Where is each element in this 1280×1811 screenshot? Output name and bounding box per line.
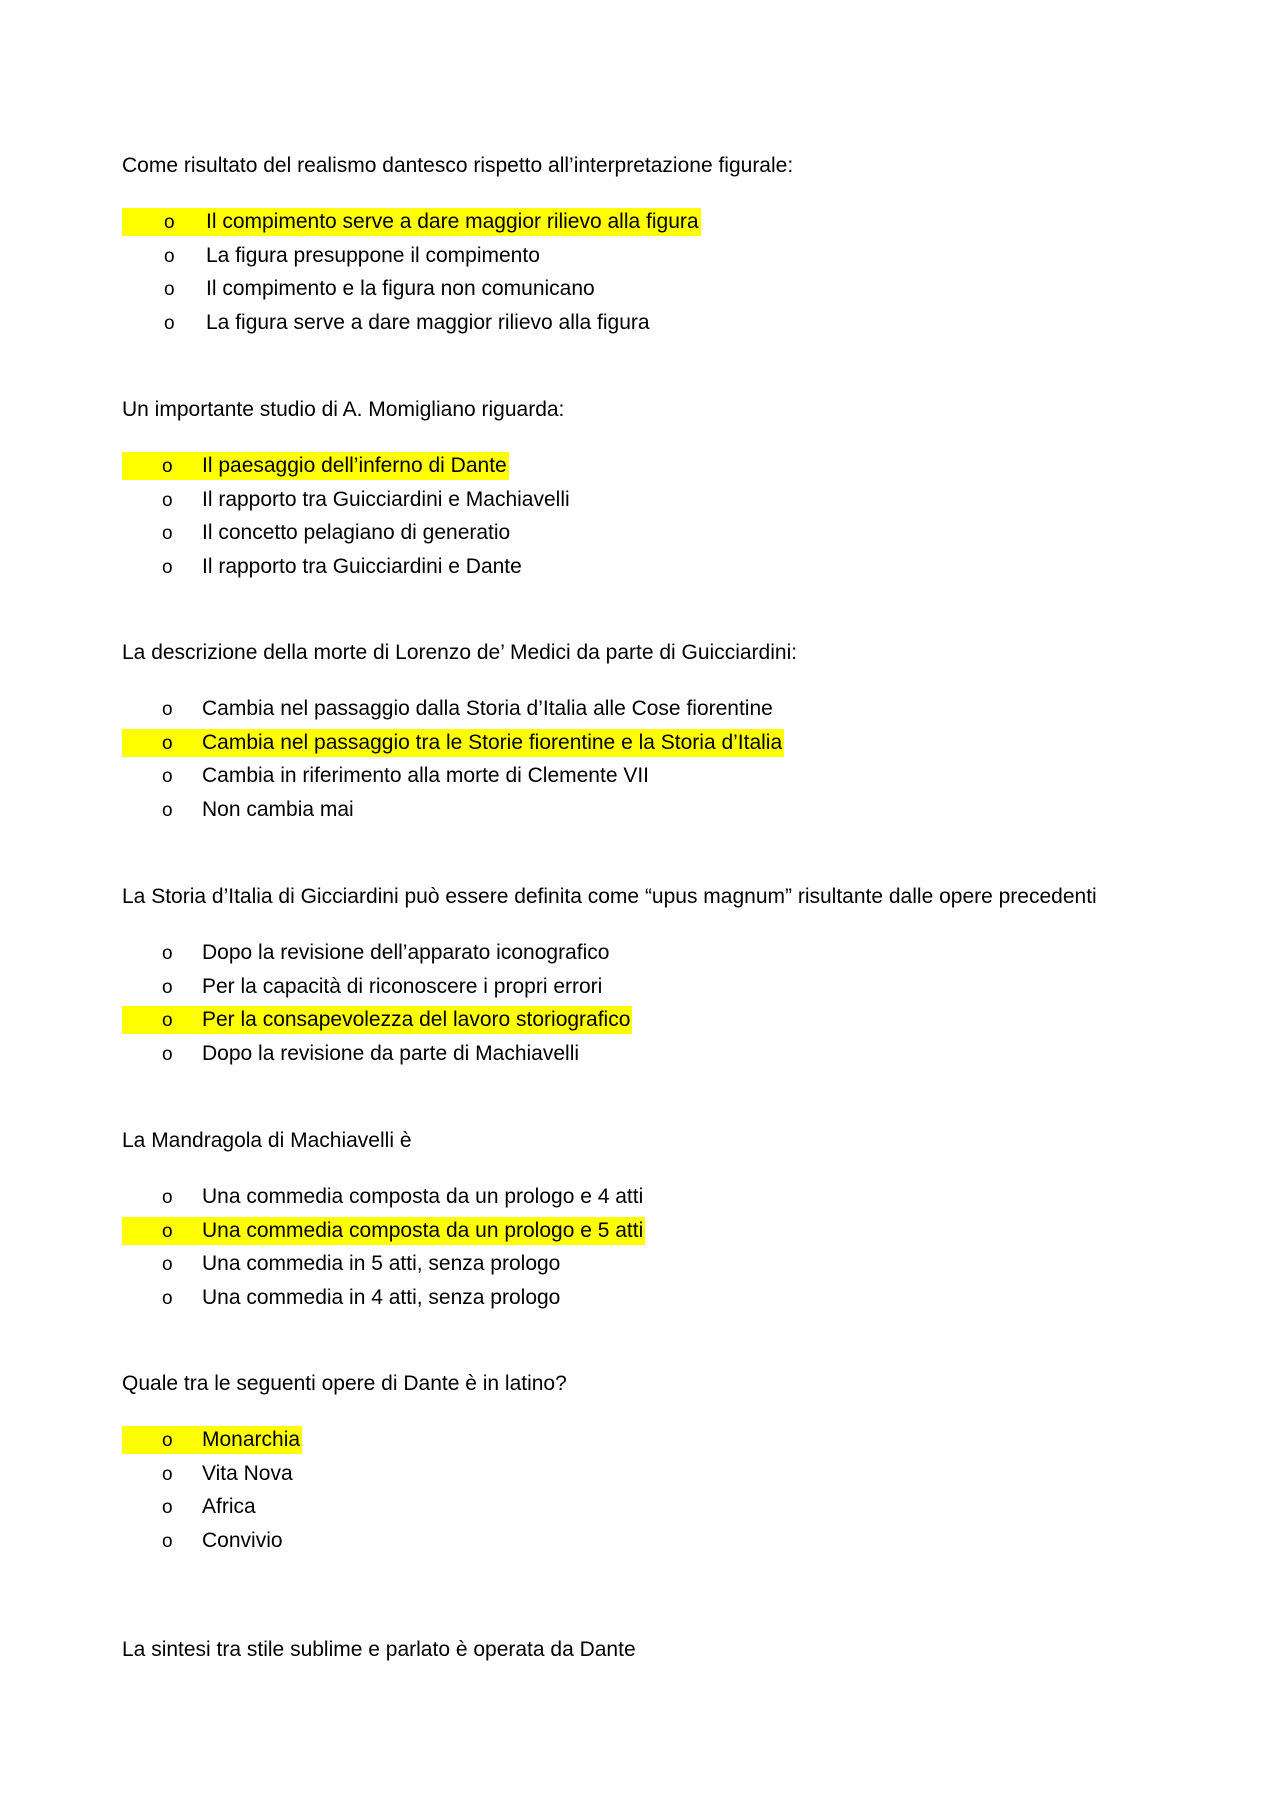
highlight	[122, 452, 509, 480]
question-6	[122, 1369, 1222, 1557]
option	[122, 306, 1222, 340]
option-list	[122, 692, 1222, 826]
option-correct	[122, 1423, 1222, 1457]
option-label: Il concetto pelagiano di generatio	[202, 521, 511, 544]
bullet-icon: o	[162, 456, 173, 477]
option	[122, 759, 1222, 793]
option-correct	[122, 1214, 1222, 1248]
question-text: Come risultato del realismo dantesco rispetto all’interpretazione figurale:	[122, 154, 794, 177]
option-label: Il paesaggio dell’inferno di Dante	[202, 454, 507, 477]
option-correct	[122, 1003, 1222, 1037]
question-5	[122, 1126, 1222, 1314]
option-label: Il compimento serve a dare maggior rilievo alla figura	[206, 210, 699, 233]
bullet-icon: o	[162, 732, 173, 754]
option-label: Per la consapevolezza del lavoro storiografico	[202, 1008, 631, 1031]
option-list	[122, 449, 1222, 583]
bullet-icon: o	[162, 1220, 173, 1242]
option-label: Una commedia in 5 atti, senza prologo	[202, 1252, 561, 1275]
bullet-icon: o	[162, 799, 173, 821]
option-correct	[122, 726, 1222, 760]
option	[122, 1524, 1222, 1558]
option	[122, 936, 1222, 970]
option	[122, 1490, 1222, 1524]
option-label: La figura serve a dare maggior rilievo alla figura	[206, 310, 650, 334]
option	[122, 970, 1222, 1004]
question-2	[122, 395, 1222, 583]
bullet-icon: o	[162, 1463, 173, 1485]
bullet-icon: o	[162, 699, 173, 720]
bullet-icon: o	[164, 245, 175, 267]
bullet-icon: o	[162, 1187, 173, 1208]
question-text: La descrizione della morte di Lorenzo de’ Medici da parte di Guicciardini:	[122, 641, 798, 664]
option-correct	[122, 449, 1222, 483]
question-1	[122, 151, 1222, 339]
option-label: Una commedia in 4 atti, senza prologo	[202, 1285, 561, 1309]
option	[122, 1457, 1222, 1491]
option-label: Il rapporto tra Guicciardini e Dante	[202, 554, 522, 578]
bullet-icon: o	[162, 489, 173, 511]
question-text: Quale tra le seguenti opere di Dante è in latino?	[122, 1372, 567, 1395]
bullet-icon: o	[162, 976, 173, 998]
question-4	[122, 882, 1222, 1070]
question-text: Un importante studio di A. Momigliano riguarda:	[122, 398, 565, 421]
option-label: Una commedia composta da un prologo e 4 atti	[202, 1185, 644, 1208]
bullet-icon: o	[162, 1287, 173, 1309]
option-list	[122, 1180, 1222, 1314]
option	[122, 483, 1222, 517]
option	[122, 272, 1222, 306]
option-list	[122, 936, 1222, 1070]
option	[122, 1281, 1222, 1315]
option	[122, 1247, 1222, 1281]
bullet-icon: o	[162, 1010, 173, 1031]
bullet-icon: o	[162, 1043, 173, 1065]
bullet-icon: o	[162, 523, 173, 544]
question-text: La Storia d’Italia di Gicciardini può essere definita come “upus magnum” risultante dalle opere precedenti	[122, 885, 1097, 908]
option-label: Dopo la revisione da parte di Machiavelli	[202, 1041, 580, 1065]
option-list	[122, 205, 1222, 339]
option-label: Cambia nel passaggio tra le Storie fiorentine e la Storia d’Italia	[202, 730, 783, 754]
question-3	[122, 638, 1222, 826]
option	[122, 692, 1222, 726]
highlight	[122, 1426, 302, 1454]
bullet-icon: o	[164, 279, 175, 300]
option-label: Per la capacità di riconoscere i propri errori	[202, 974, 603, 998]
bullet-icon: o	[162, 766, 173, 787]
option-correct	[122, 205, 1222, 239]
bullet-icon: o	[162, 1530, 173, 1552]
bullet-icon: o	[162, 1430, 173, 1451]
question-text: La sintesi tra stile sublime e parlato è operata da Dante	[122, 1638, 636, 1661]
option-label: La figura presuppone il compimento	[206, 243, 540, 267]
option	[122, 1180, 1222, 1214]
option-label: Monarchia	[202, 1428, 301, 1451]
option-list	[122, 1423, 1222, 1557]
option-label: Africa	[202, 1495, 256, 1518]
option-label: Cambia nel passaggio dalla Storia d’Italia alle Cose fiorentine	[202, 697, 773, 720]
option-label: Dopo la revisione dell’apparato iconografico	[202, 941, 610, 964]
bullet-icon: o	[164, 212, 175, 233]
bullet-icon: o	[162, 943, 173, 964]
option-label: Il compimento e la figura non comunicano	[206, 277, 595, 300]
option-label: Cambia in riferimento alla morte di Clemente VII	[202, 764, 650, 787]
option	[122, 1037, 1222, 1071]
highlight	[122, 1217, 645, 1245]
question-text: La Mandragola di Machiavelli è	[122, 1129, 412, 1152]
bullet-icon: o	[162, 1497, 173, 1518]
option-label: Il rapporto tra Guicciardini e Machiavelli	[202, 487, 570, 511]
bullet-icon: o	[162, 556, 173, 578]
option	[122, 793, 1222, 827]
bullet-icon: o	[164, 312, 175, 334]
highlight	[122, 1006, 632, 1034]
option	[122, 550, 1222, 584]
option	[122, 239, 1222, 273]
option-label: Una commedia composta da un prologo e 5 atti	[202, 1218, 644, 1242]
option	[122, 516, 1222, 550]
option-label: Vita Nova	[202, 1461, 293, 1485]
highlight	[122, 208, 701, 236]
option-label: Convivio	[202, 1528, 283, 1552]
question-7	[122, 1635, 1222, 1665]
option-label: Non cambia mai	[202, 797, 354, 821]
highlight	[122, 729, 784, 757]
bullet-icon: o	[162, 1254, 173, 1275]
